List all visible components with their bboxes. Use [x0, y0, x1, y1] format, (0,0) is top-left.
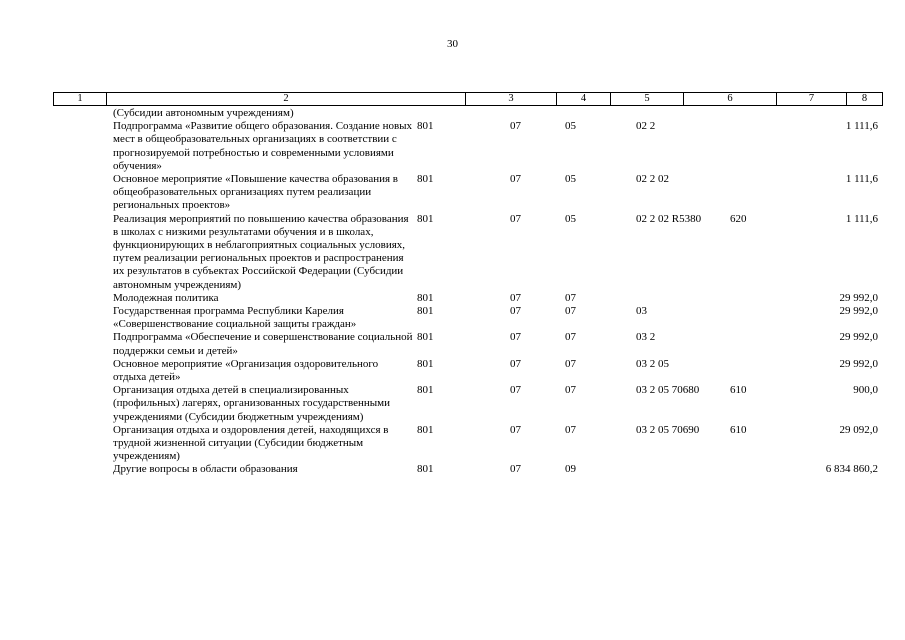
row-name: Основное мероприятие «Организация оздоровительного отдыха детей»	[113, 357, 379, 384]
row-col-5: 07	[565, 357, 576, 370]
row-col-5: 07	[565, 331, 576, 344]
row-col-6: 03 2 05	[636, 357, 669, 370]
table-row	[0, 120, 905, 173]
row-col-8: 1 111,6	[845, 120, 878, 133]
row-col-8: 29 992,0	[839, 291, 878, 304]
row-col-3: 801	[417, 305, 434, 318]
table-header	[53, 92, 883, 106]
header-col-8: 8	[846, 93, 882, 105]
table-row	[0, 463, 905, 476]
header-col-2: 2	[106, 93, 465, 105]
row-col-5: 05	[565, 120, 576, 133]
row-col-4: 07	[510, 423, 521, 436]
row-col-3: 801	[417, 357, 434, 370]
row-col-8: 6 834 860,2	[825, 463, 878, 476]
row-col-3: 801	[417, 173, 434, 186]
row-col-3: 801	[417, 291, 434, 304]
row-col-5: 05	[565, 173, 576, 186]
row-col-8: 29 092,0	[839, 423, 878, 436]
row-col-7: 610	[730, 384, 747, 397]
row-col-6: 02 2 02	[636, 173, 669, 186]
table-row	[0, 424, 905, 464]
row-name: Организация отдыха детей в специализированных (профильных) лагерях, организованных государственными учреждениями (Субсидии бюджетным учреждениям)	[113, 384, 390, 423]
row-col-4: 07	[510, 305, 521, 318]
table-row	[0, 305, 905, 331]
row-col-6: 03	[636, 305, 647, 318]
row-col-3: 801	[417, 423, 434, 436]
row-name: Подпрограмма «Развитие общего образования. Создание новых мест в общеобразовательных организациях в соответствии с прогнозируемой потребностью и современными условиями обучения»	[113, 120, 413, 172]
table-row	[0, 331, 905, 357]
row-col-8: 1 111,6	[845, 173, 878, 186]
row-col-6: 02 2	[636, 120, 656, 133]
row-col-6: 03 2	[636, 331, 656, 344]
row-col-6: 03 2 05 70690	[636, 423, 700, 436]
row-col-6: 03 2 05 70680	[636, 384, 700, 397]
header-col-3: 3	[465, 93, 556, 105]
row-col-3: 801	[417, 212, 434, 225]
row-col-8: 29 992,0	[839, 305, 878, 318]
row-col-4: 07	[510, 212, 521, 225]
row-col-3: 801	[417, 120, 434, 133]
row-col-5: 05	[565, 212, 576, 225]
row-col-5: 09	[565, 463, 576, 476]
row-name: Государственная программа Республики Карелия «Совершенствование социальной защиты граждан»	[113, 305, 357, 331]
row-col-4: 07	[510, 291, 521, 304]
row-col-5: 07	[565, 423, 576, 436]
row-name: Другие вопросы в области образования	[113, 463, 298, 476]
row-name: Реализация мероприятий по повышению качества образования в школах с низкими результатами обучения и в школах, функционирующих в неблагоприятных социальных условиях, путем реализации региональных проектов и распространения их результатов в субъектах Российской Федерации (Субсидии автономным учреждениям)	[113, 212, 409, 291]
row-col-8: 900,0	[853, 384, 878, 397]
row-col-5: 07	[565, 384, 576, 397]
row-col-5: 07	[565, 305, 576, 318]
header-col-1: 1	[77, 93, 83, 104]
header-col-5: 5	[610, 93, 683, 105]
table-row	[0, 358, 905, 384]
row-col-8: 1 111,6	[845, 212, 878, 225]
row-col-7: 620	[730, 212, 747, 225]
page-number: 30	[447, 38, 458, 50]
row-col-4: 07	[510, 120, 521, 133]
header-col-6: 6	[683, 93, 776, 105]
row-col-3: 801	[417, 463, 434, 476]
table-row	[0, 384, 905, 424]
row-col-4: 07	[510, 384, 521, 397]
row-name: (Субсидии автономным учреждениям)	[113, 107, 294, 119]
row-col-8: 29 992,0	[839, 331, 878, 344]
row-name: Основное мероприятие «Повышение качества образования в общеобразовательных организациях путем реализации региональных проектов»	[113, 173, 398, 212]
row-col-7: 610	[730, 423, 747, 436]
row-col-6: 02 2 02 R5380	[636, 212, 702, 225]
row-name: Подпрограмма «Обеспечение и совершенствование социальной поддержки семьи и детей»	[113, 331, 413, 357]
row-col-4: 07	[510, 357, 521, 370]
table-row	[0, 213, 905, 292]
row-col-3: 801	[417, 331, 434, 344]
row-col-4: 07	[510, 463, 521, 476]
row-name: Молодежная политика	[113, 291, 219, 304]
table-row	[0, 107, 905, 120]
table-body	[0, 107, 905, 477]
row-col-3: 801	[417, 384, 434, 397]
row-col-4: 07	[510, 331, 521, 344]
header-col-7: 7	[776, 93, 846, 105]
row-col-4: 07	[510, 173, 521, 186]
header-col-4: 4	[556, 93, 610, 105]
row-name: Организация отдыха и оздоровления детей, находящихся в трудной жизненной ситуации (Субсидии бюджетным учреждениям)	[113, 423, 389, 463]
table-row	[0, 292, 905, 305]
table-row	[0, 173, 905, 213]
row-col-5: 07	[565, 291, 576, 304]
row-col-8: 29 992,0	[839, 357, 878, 370]
